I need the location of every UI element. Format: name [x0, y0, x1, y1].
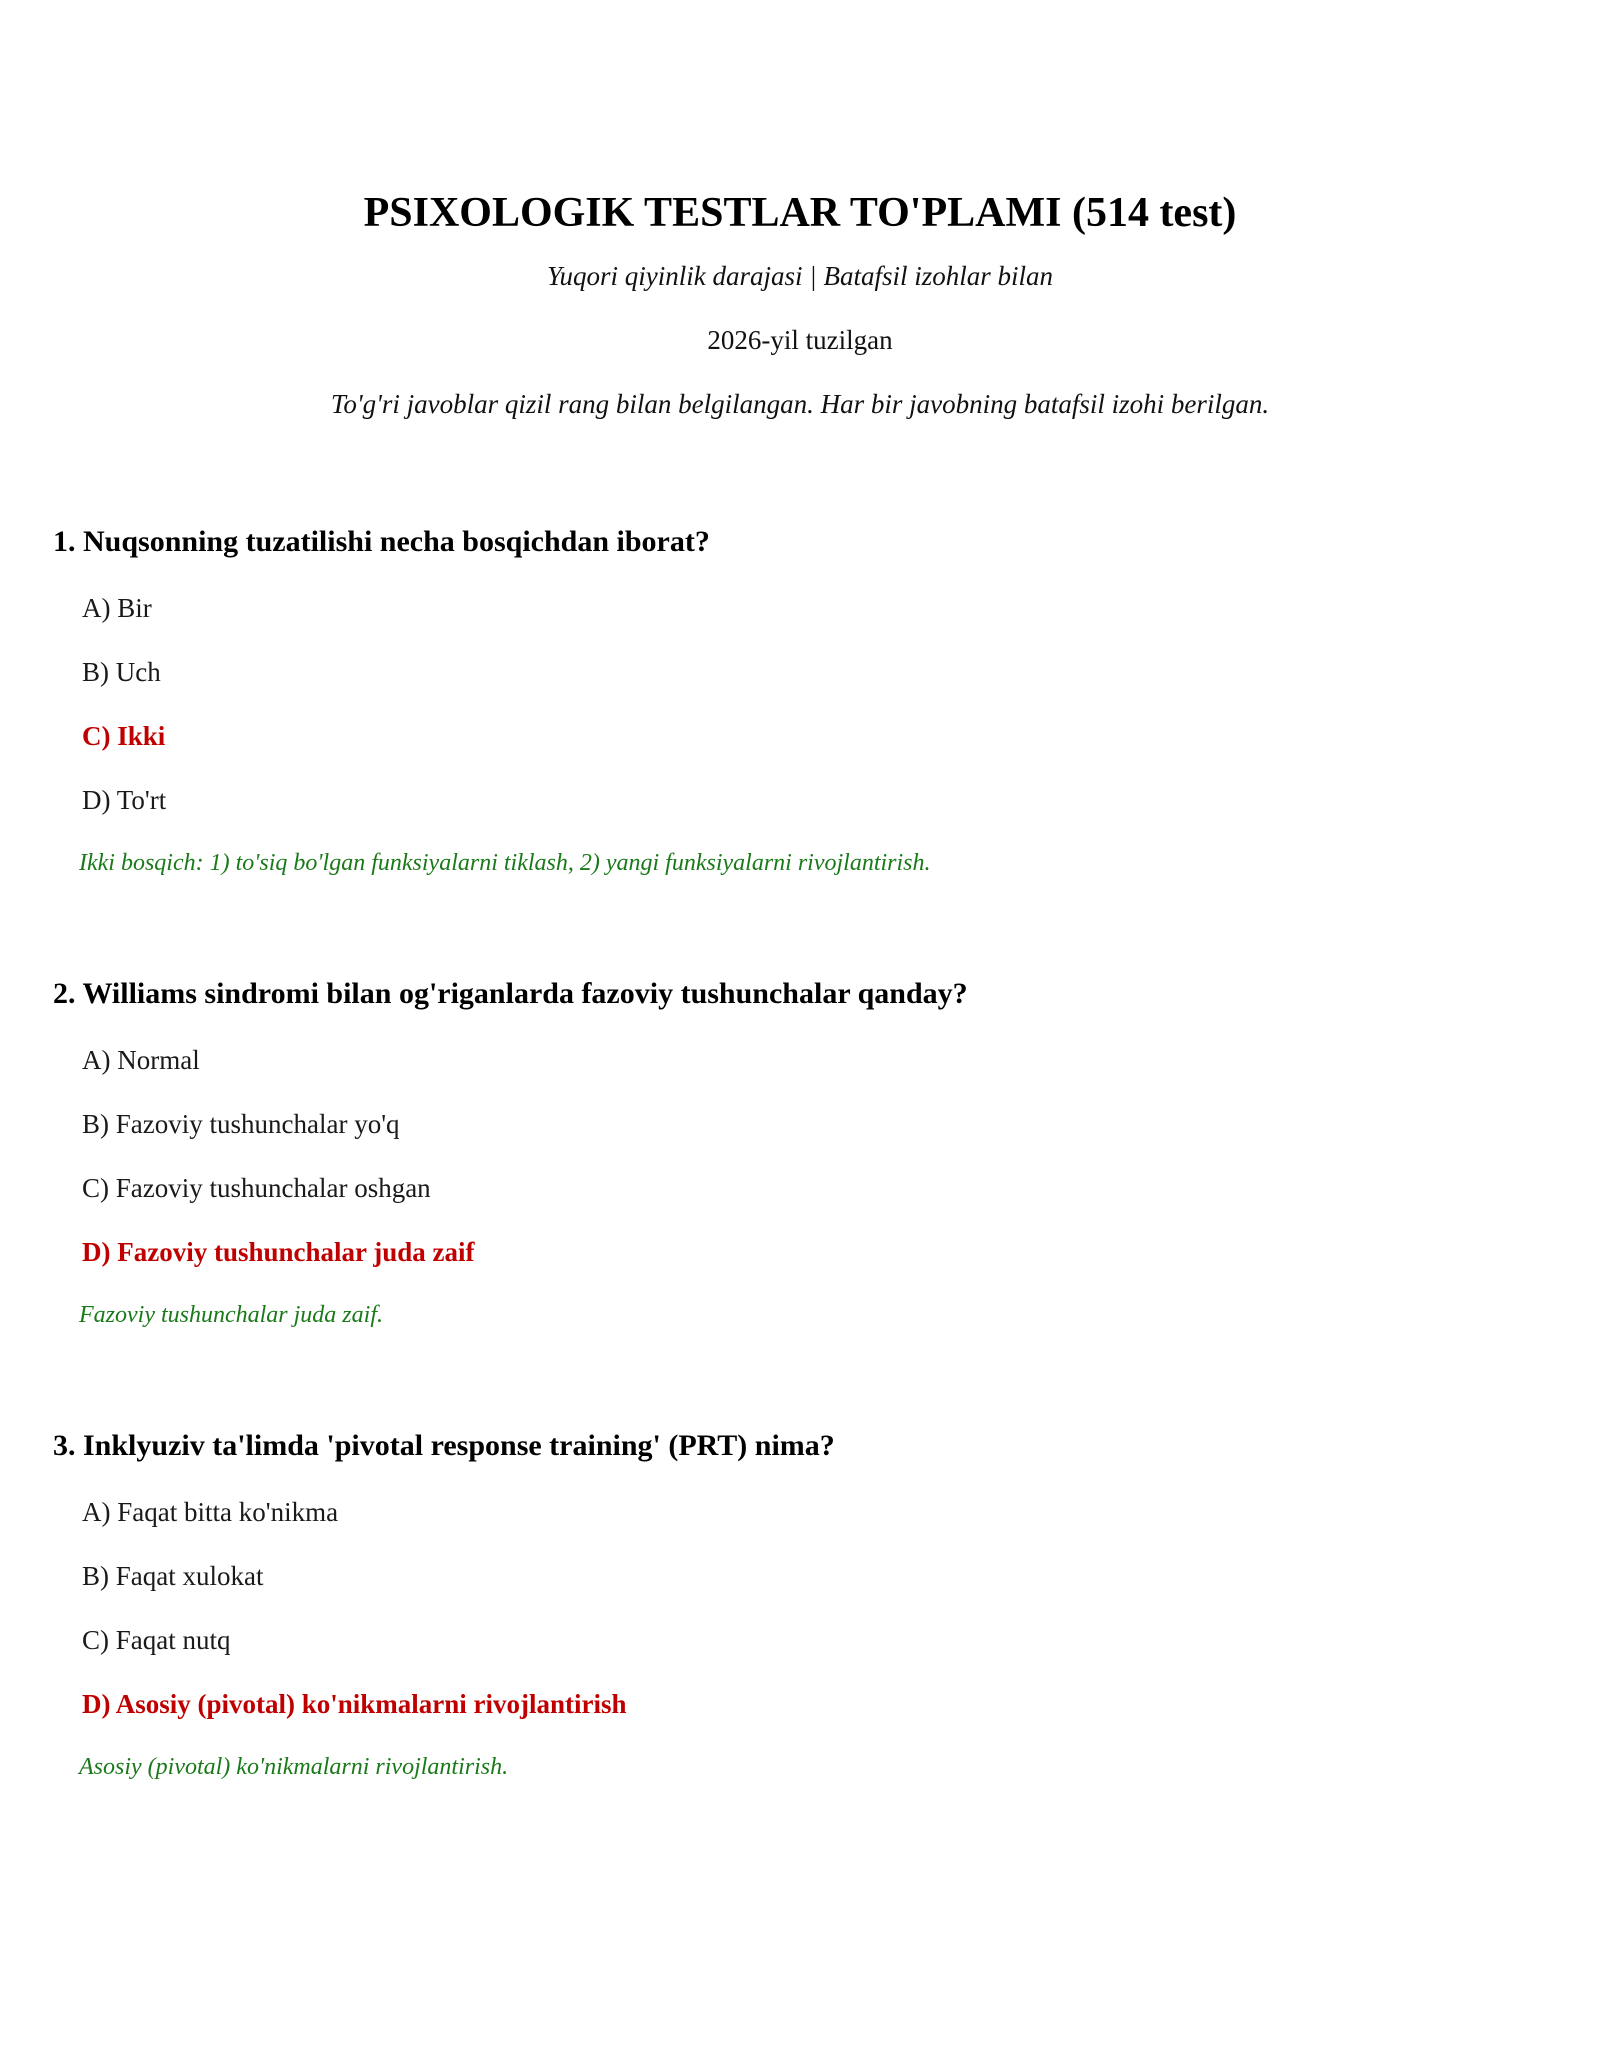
question-text: 1. Nuqsonning tuzatilishi necha bosqichdan iborat? [53, 525, 710, 558]
question-text: 3. Inklyuziv ta'limda 'pivotal response training' (PRT) nima? [53, 1429, 835, 1462]
document-header [0, 188, 1600, 420]
answer-explanation: Asosiy (pivotal) ko'nikmalarni rivojlantirish. [79, 1754, 509, 1780]
question-text: 2. Williams sindromi bilan og'riganlarda fazoviy tushunchalar qanday? [53, 977, 968, 1010]
document-title: PSIXOLOGIK TESTLAR TO'PLAMI (514 test) [363, 190, 1237, 236]
option-d: D) To'rt [82, 785, 167, 815]
question-block-2 [53, 976, 1553, 1330]
document-year: 2026-yil tuzilgan [707, 325, 893, 355]
option-a: A) Bir [82, 593, 152, 623]
answer-explanation: Ikki bosqich: 1) to'siq bo'lgan funksiyalarni tiklash, 2) yangi funksiyalarni rivojlantirish. [79, 850, 931, 876]
option-a: A) Normal [82, 1045, 200, 1075]
document-subtitle: Yuqori qiyinlik darajasi | Batafsil izohlar bilan [547, 261, 1053, 291]
option-c: C) Fazoviy tushunchalar oshgan [82, 1173, 431, 1203]
option-b: B) Uch [82, 657, 161, 687]
option-c: C) Faqat nutq [82, 1625, 231, 1655]
answer-explanation: Fazoviy tushunchalar juda zaif. [79, 1302, 383, 1328]
question-block-3 [53, 1428, 1553, 1782]
option-b: B) Faqat xulokat [82, 1561, 264, 1591]
option-d-correct: D) Fazoviy tushunchalar juda zaif [82, 1237, 475, 1267]
option-a: A) Faqat bitta ko'nikma [82, 1497, 339, 1527]
document-note: To'g'ri javoblar qizil rang bilan belgilangan. Har bir javobning batafsil izohi berilgan. [330, 389, 1270, 419]
option-b: B) Fazoviy tushunchalar yo'q [82, 1109, 400, 1139]
option-d-correct: D) Asosiy (pivotal) ko'nikmalarni rivojlantirish [82, 1689, 627, 1719]
option-c-correct: C) Ikki [82, 721, 166, 751]
question-block-1 [53, 524, 1553, 878]
